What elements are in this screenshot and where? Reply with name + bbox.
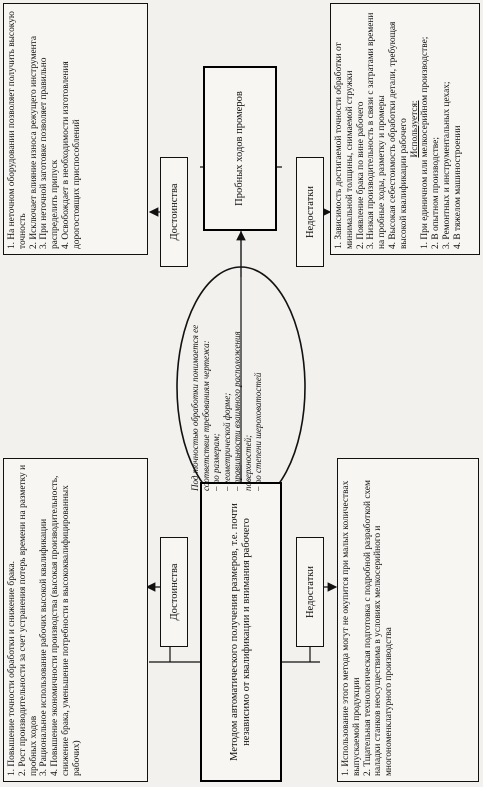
advantage-item: 1. На неточном оборудовании позволяет получить высокую точность	[7, 11, 28, 249]
advantage-item: 1. Повышение точности обработки и снижение брака.	[7, 561, 17, 776]
central-item: – правильности взаимного расположения поверхностей;	[232, 331, 253, 491]
central-item: – по размерам;	[211, 433, 221, 491]
advantage-item: 2. Рост производительности за счет устранения потерь времени на разметку и пробных ходов	[17, 464, 39, 776]
advantage-item: 2. Исключает влияние износа режущего инструмента	[28, 35, 39, 249]
disadvantage-item: 2. Тщательная технологическая подготовка с подробной разработкой схем наладки станков неосуществима в условиях мелкосерийного и многономенклатурного производства	[362, 480, 395, 776]
disadvantage-item: 3. Низкая производительность в связи с затратами времени на пробные ходы, разметку и промеры	[366, 12, 388, 249]
central-item: – геометрической форме;	[221, 392, 232, 491]
used-item: 3. Ремонтных и инструментальных цехах;	[441, 81, 452, 249]
auto-advantages-label: Достоинства	[160, 537, 188, 647]
central-item: – по степени шероховатостей	[253, 372, 263, 491]
advantage-item: 3. Рациональное использование рабочих высокой квалификации	[39, 518, 50, 776]
disadvantage-item: 2. Появление брака по вине рабочего	[355, 101, 366, 249]
used-item: 2. В опытном производстве;	[431, 137, 442, 249]
used-item: 4. В тяжелом машиностроении	[452, 125, 463, 249]
auto-advantages-box	[3, 458, 148, 782]
auto-disadvantages-label: Недостатки	[296, 537, 324, 647]
advantage-item: 3. При неточной заготовке позволяет правильно распределить припуск	[39, 57, 61, 249]
trial-advantages-label: Достоинства	[160, 157, 188, 267]
advantage-item: 4. Освобождает в необходимости изготовления дорогостоящих приспособлений	[60, 61, 82, 249]
advantage-item: 4. Повышение экономичности производства (высокая производительность, снижение брака, уменьшение потребности в высококвалифицированных рабочих)	[50, 475, 82, 776]
disadvantage-item: 1. Зависимость достигаемой точности обработки от минимальной толщины, снимаемой стружки	[334, 42, 355, 249]
auto-disadvantages-box	[337, 458, 479, 782]
central-intro: Под точностью обработки понимается ее соответствие требованиям чертежа:	[190, 324, 211, 491]
disadvantage-item: 4. Высокая себестоимость обработки детали, требующая высокой квалификации рабочего	[387, 21, 409, 249]
trial-method-title: Пробных ходов промеров	[203, 66, 277, 231]
trial-advantages-box	[3, 3, 148, 255]
disadvantage-item: 1. Использование этого метода могут не окупится при малых количествах выпускаемой продукции	[341, 480, 362, 776]
trial-disadvantages-box	[330, 3, 480, 255]
used-heading: Используется:	[409, 100, 420, 158]
auto-method-title: Методом автоматического получения размеров, т.е. почти независимо от квалификации и внимания рабочего	[200, 482, 282, 782]
used-item: 1. При единичном или мелкосерийном производстве;	[420, 36, 431, 249]
central-text	[190, 281, 294, 491]
trial-disadvantages-label: Недостатки	[296, 157, 324, 267]
